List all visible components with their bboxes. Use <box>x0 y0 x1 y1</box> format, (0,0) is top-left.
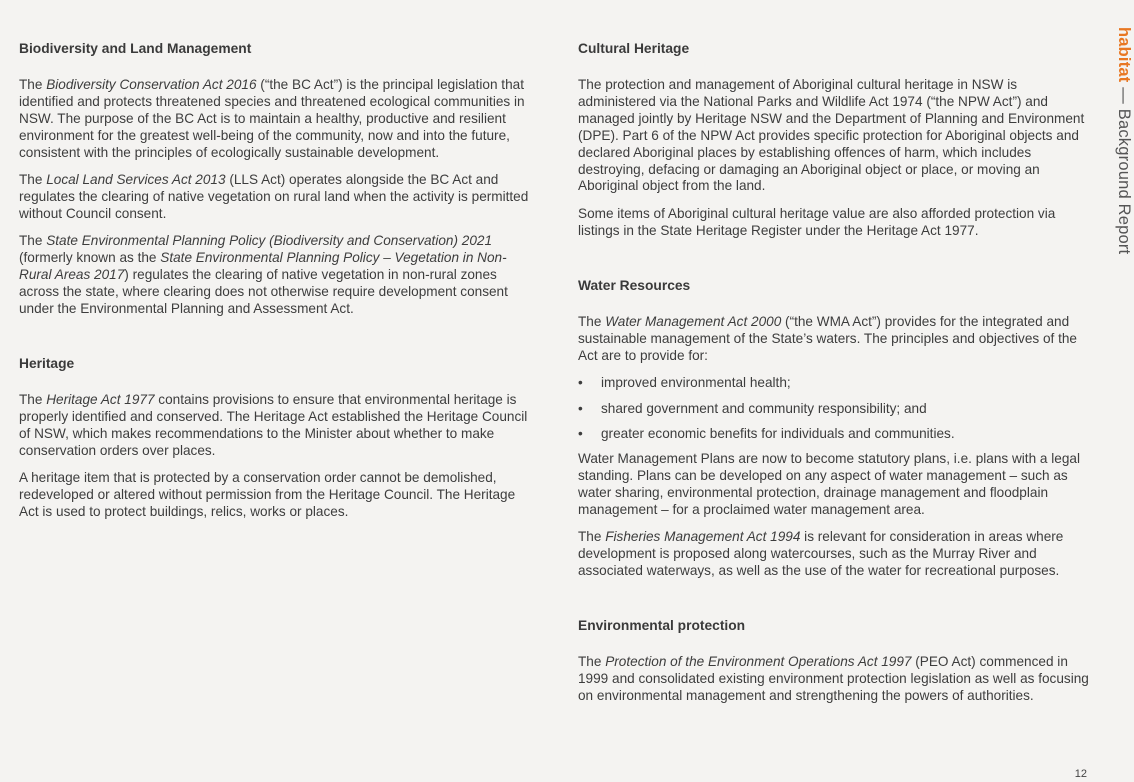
section-heading: Biodiversity and Land Management <box>19 41 252 56</box>
paragraph: The protection and management of Aboriginal cultural heritage in NSW is administered via the National Parks and Wildlife Act 1974 (“the NPW Act”) and managed jointly by Heritage NSW and the Department of Planning and Environment (DPE). Part 6 of the NPW Act provides specific protection for Aboriginal objects and declared Aboriginal places by establishing offences of harm, which includes destroying, defacing or damaging an Aboriginal object or place, or moving an Aboriginal object from the land. <box>578 77 1085 194</box>
list-item: • greater economic benefits for individuals and communities. <box>578 426 1090 443</box>
section-heading: Heritage <box>19 356 75 372</box>
page-number: 12 <box>1074 768 1087 780</box>
list-item: • improved environmental health; <box>578 375 1090 392</box>
section-heading: Cultural Heritage <box>578 41 690 56</box>
brand-name: habitat <box>1115 27 1133 83</box>
paragraph: The Fisheries Management Act 1994 is relevant for consideration in areas where development is proposed along watercourses, such as the Murray River and associated waterways, as well as the use of the water for recreational purposes. <box>578 529 1064 578</box>
section-heading: Water Resources <box>578 278 691 294</box>
act-title: Fisheries Management Act 1994 <box>605 529 801 545</box>
paragraph: Water Management Plans are now to become statutory plans, i.e. plans with a legal standing. Plans can be developed on any aspect of water management – such as water sharing, environmental protection, drainage management and floodplain management – for a proclaimed water management area. <box>578 450 1080 517</box>
left-column <box>19 40 531 532</box>
paragraph: The Water Management Act 2000 (“the WMA Act”) provides for the integrated and sustainable management of the State’s waters. The principles and objectives of the Act are to provide for: <box>578 314 1077 363</box>
section-environmental-protection <box>578 617 1090 705</box>
list-item: • shared government and community responsibility; and <box>578 401 1090 418</box>
right-column <box>578 40 1090 716</box>
title-separator: — <box>1115 82 1133 109</box>
section-biodiversity <box>19 40 531 318</box>
act-title: State Environmental Planning Policy (Biodiversity and Conservation) 2021 <box>46 233 493 249</box>
paragraph: The Protection of the Environment Operations Act 1997 (PEO Act) commenced in 1999 and consolidated existing environment protection legislation as well as focusing on environmental management and strengthening the powers of authorities. <box>578 654 1089 704</box>
section-water-resources <box>578 277 1090 580</box>
act-title: Water Management Act 2000 <box>605 314 782 330</box>
report-subtitle: Background Report <box>1115 108 1133 255</box>
paragraph: Some items of Aboriginal cultural heritage value are also afforded protection via listings in the State Heritage Register under the Heritage Act 1977. <box>578 205 1056 238</box>
bullet-list <box>578 375 1090 442</box>
section-heading: Environmental protection <box>578 618 746 634</box>
act-title: Local Land Services Act 2013 <box>46 172 226 188</box>
paragraph: The Biodiversity Conservation Act 2016 (“the BC Act”) is the principal legislation that identified and protects threatened species and threatened ecological communities in NSW. The purpose of the BC Act is to maintain a healthy, productive and resilient environment for the greatest well-being of the community, now and into the future, consistent with the principles of ecologically sustainable development. <box>19 77 525 160</box>
report-side-title <box>1114 27 1133 254</box>
act-title: State Environmental Planning Policy – Vegetation in Non-Rural Areas 2017 <box>19 250 507 283</box>
act-title: Heritage Act 1977 <box>46 392 155 408</box>
paragraph: The Heritage Act 1977 contains provisions to ensure that environmental heritage is properly identified and conserved. The Heritage Act established the Heritage Council of NSW, which makes recommendations to the Minister about whether to make conservation orders over places. <box>19 392 528 458</box>
act-title: Protection of the Environment Operations Act 1997 <box>605 654 912 670</box>
paragraph: A heritage item that is protected by a conservation order cannot be demolished, redeveloped or altered without permission from the Heritage Council. The Heritage Act is used to protect buildings, relics, works or places. <box>19 470 516 520</box>
paragraph: The Local Land Services Act 2013 (LLS Act) operates alongside the BC Act and regulates the clearing of native vegetation on rural land when the activity is permitted without Council consent. <box>19 172 529 221</box>
paragraph: The State Environmental Planning Policy (Biodiversity and Conservation) 2021 (formerly known as the State Environmental Planning Policy – Vegetation in Non-Rural Areas 2017) regulates the clearing of native vegetation in non-rural zones across the state, where clearing does not otherwise require development consent under the Environmental Planning and Assessment Act. <box>19 233 508 316</box>
section-heritage <box>19 355 531 521</box>
section-cultural-heritage <box>578 40 1090 240</box>
act-title: Biodiversity Conservation Act 2016 <box>46 77 257 92</box>
